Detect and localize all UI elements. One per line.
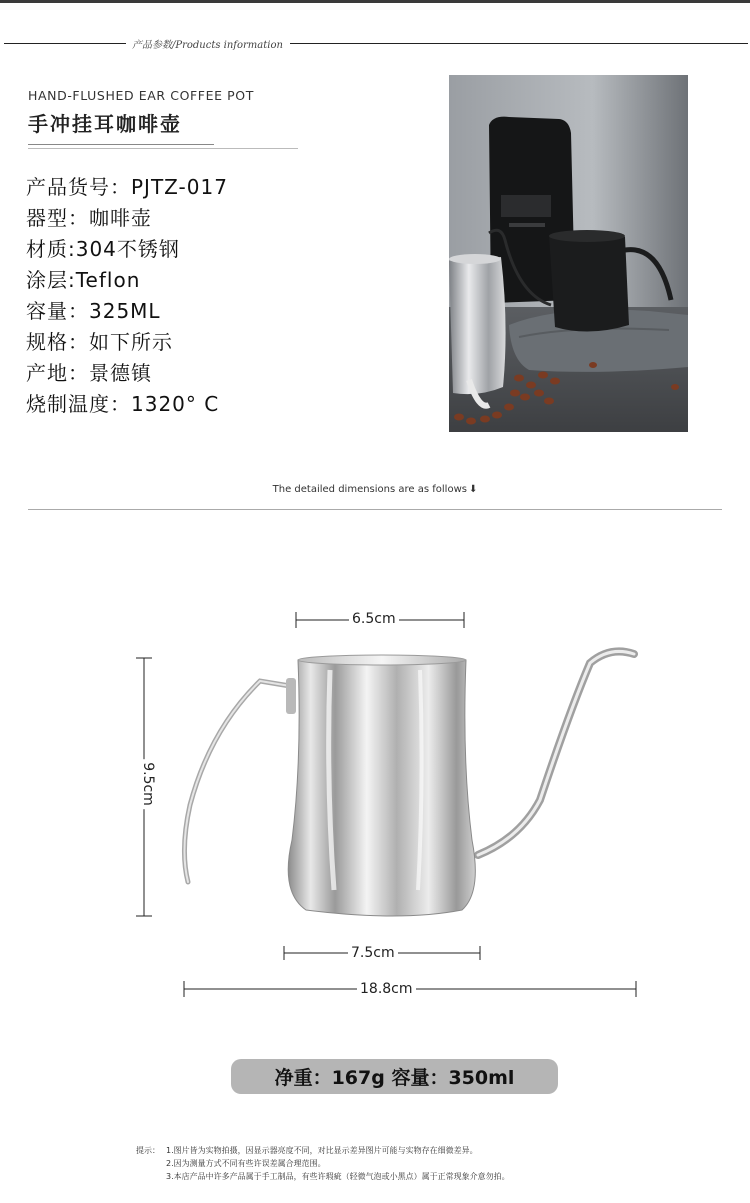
title-underline-secondary	[28, 148, 298, 149]
product-title-chinese: 手冲挂耳咖啡壶	[28, 112, 182, 136]
notes-prefix: 提示：	[136, 1146, 160, 1155]
product-photo	[449, 75, 688, 432]
dimensions-divider	[28, 509, 722, 510]
spec-item-coating: 涂层:Teflon	[26, 268, 141, 292]
spec-item-type: 器型：咖啡壶	[26, 206, 152, 230]
weight-capacity-badge: 净重：167g 容量：350ml	[231, 1059, 558, 1094]
section-header: 产品参数/Products information	[132, 40, 283, 51]
dimensions-intro	[0, 484, 750, 495]
spec-item-firing-temp: 烧制温度：1320° C	[26, 392, 220, 416]
dimension-total-length-label: 18.8cm	[357, 981, 416, 997]
spec-item-material: 材质:304不锈钢	[26, 237, 180, 261]
title-underline	[28, 144, 214, 145]
product-photo-illustration	[449, 75, 688, 432]
note-text: 1.图片皆为实物拍摄，因显示器亮度不同，对比显示差异图片可能与实物存在细微差异。	[166, 1146, 478, 1155]
arrow-down-icon: ⬇	[468, 484, 478, 495]
spec-item-sku: 产品货号：PJTZ-017	[26, 175, 228, 199]
note-item	[136, 1157, 510, 1170]
header-divider-left	[4, 43, 126, 44]
spec-item-capacity: 容量：325ML	[26, 299, 161, 323]
top-border	[0, 0, 750, 3]
note-text: 3.本店产品中许多产品属于手工制品，有些许瑕疵（轻微气泡或小黑点）属于正常现象介意勿拍。	[166, 1172, 510, 1181]
spec-list	[26, 172, 228, 420]
note-text: 2.因为测量方式不同有些许误差属合理范围。	[166, 1159, 326, 1168]
spec-item-size: 规格：如下所示	[26, 330, 173, 354]
note-item	[136, 1170, 510, 1183]
notes-section	[136, 1144, 510, 1183]
header-divider-right	[290, 43, 748, 44]
dimension-bottom-width-label: 7.5cm	[348, 945, 398, 961]
dimension-top-width-label: 6.5cm	[349, 611, 399, 627]
dimensions-intro-text: The detailed dimensions are as follows	[272, 484, 467, 495]
spec-item-origin: 产地：景德镇	[26, 361, 152, 385]
dimension-height-label: 9.5cm	[140, 759, 156, 809]
product-title-english: HAND-FLUSHED EAR COFFEE POT	[28, 88, 254, 103]
note-item	[136, 1144, 510, 1157]
